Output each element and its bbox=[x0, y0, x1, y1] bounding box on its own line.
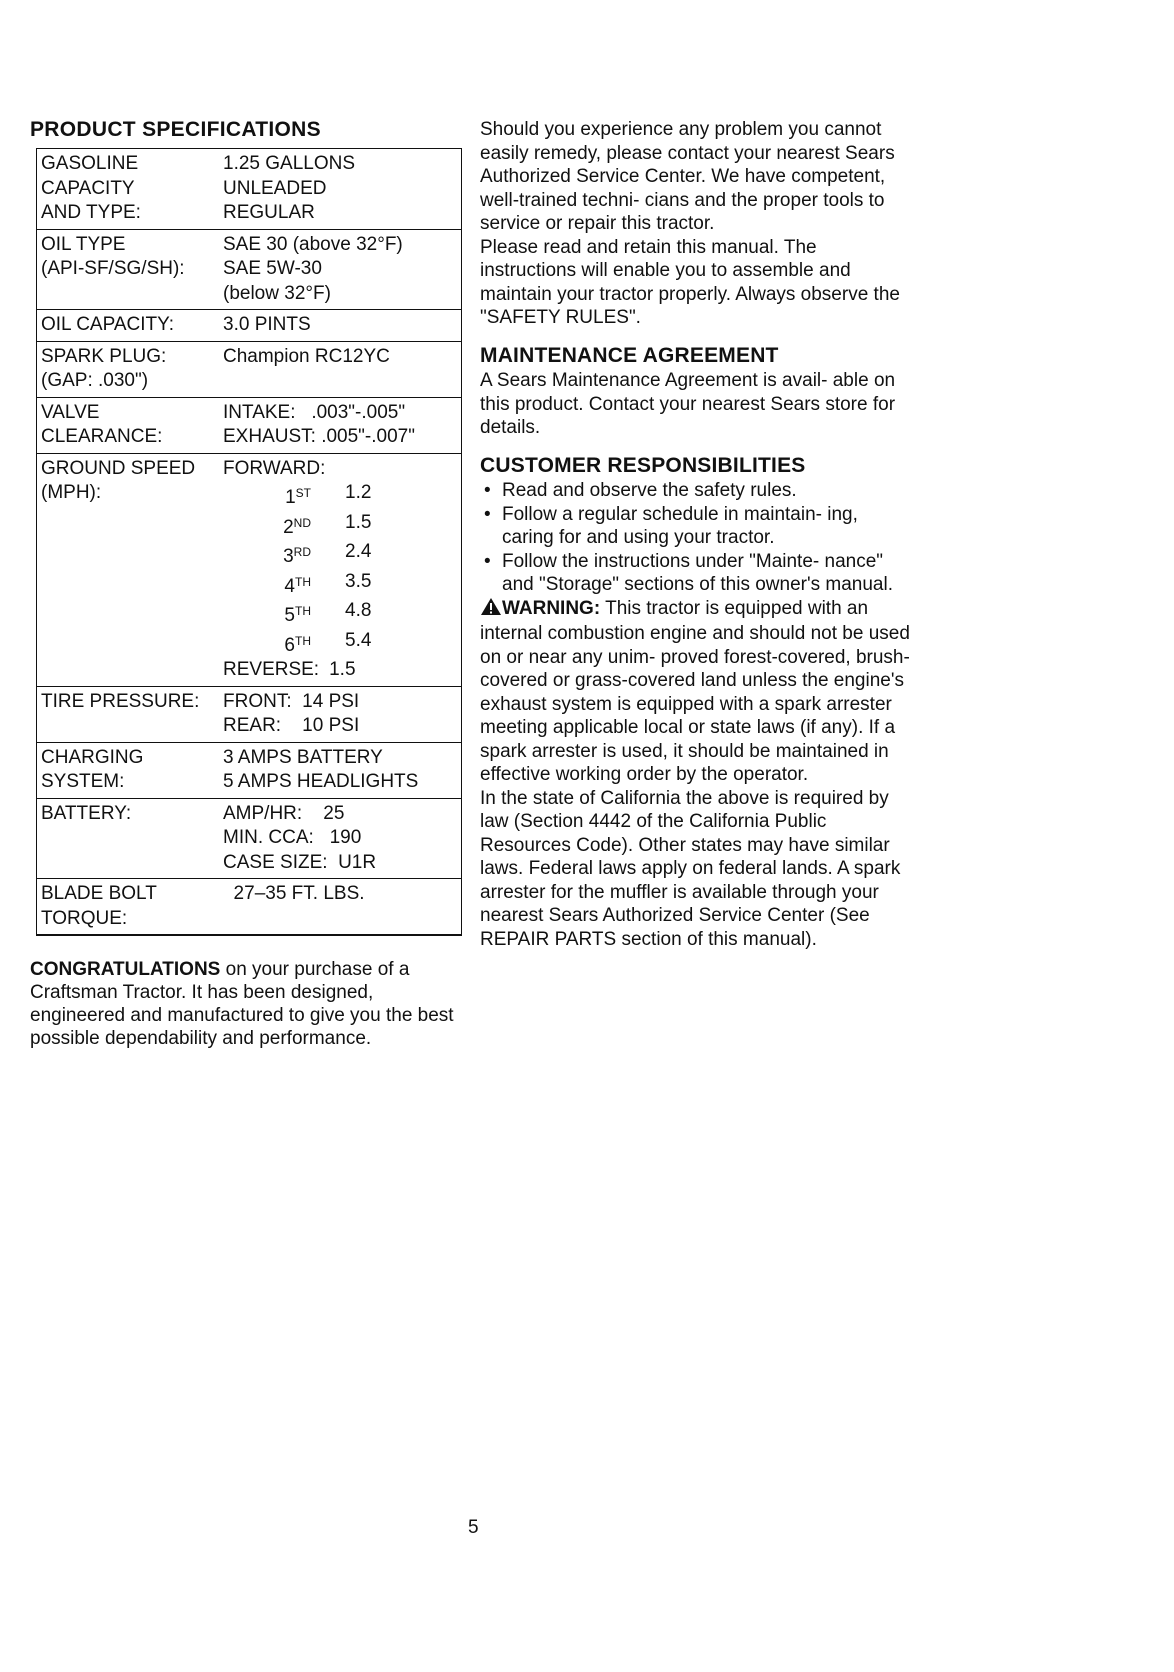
gear-name: 5TH bbox=[284, 604, 311, 626]
table-row bbox=[37, 687, 461, 743]
list-item: • Follow a regular schedule in maintain- ing, caring for and using your tractor. bbox=[484, 503, 858, 548]
table-row bbox=[37, 879, 461, 934]
gear-speed: 2.4 bbox=[345, 541, 372, 562]
spec-value: 1.25 GALLONS UNLEADED REGULAR bbox=[223, 153, 356, 223]
responsibilities-list bbox=[480, 479, 910, 597]
table-row bbox=[37, 230, 461, 311]
gear-name: 2ND bbox=[283, 515, 311, 538]
right-column bbox=[480, 118, 910, 951]
warning-label: WARNING: bbox=[502, 597, 601, 619]
gear-line bbox=[223, 540, 461, 570]
california-text: In the state of California the above is required by law (Section 4442 of the California Public Resources Code). Other states may have similar laws. Federal laws apply on federal lands. A spark arrester for the muffler is available through your nearest Sears Authorized Service Center (See REPAIR PARTS section of this manual). bbox=[480, 787, 901, 950]
spec-label: OIL TYPE (API-SF/SG/SH): bbox=[41, 233, 185, 279]
gear-line bbox=[223, 629, 461, 659]
spec-label: BATTERY: bbox=[41, 802, 132, 824]
left-column bbox=[30, 118, 460, 1050]
reverse-line: REVERSE: 1.5 bbox=[223, 659, 356, 680]
spec-value: 27–35 FT. LBS. bbox=[223, 883, 365, 904]
spec-value: Champion RC12YC bbox=[223, 345, 390, 367]
responsibilities-heading: CUSTOMER RESPONSIBILITIES bbox=[480, 453, 806, 477]
spec-label: TIRE PRESSURE: bbox=[41, 690, 200, 712]
warning-text: This tractor is equipped with an internal combustion engine and should not be used on or near any unim- proved forest-covered, brush-covered or grass-covered land unless the engine's exhaust system is equipped with a spark arrester meeting applicable local or state laws (if any). If a spark arrester is used, it should be maintained in effective working order by the operator. bbox=[480, 597, 910, 785]
warning-paragraph bbox=[480, 597, 910, 787]
list-item: • Read and observe the safety rules. bbox=[484, 480, 797, 501]
spec-value: 3 AMPS BATTERY 5 AMPS HEADLIGHTS bbox=[223, 746, 419, 792]
gear-name: 4TH bbox=[284, 574, 311, 597]
spec-value: INTAKE: .003"-.005" EXHAUST: .005"-.007" bbox=[223, 401, 415, 447]
maintenance-text: A Sears Maintenance Agreement is avail- able on this product. Contact your nearest Sears store for details. bbox=[480, 370, 896, 438]
spec-value: AMP/HR: 25 MIN. CCA: 190 CASE SIZE: U1R bbox=[223, 802, 377, 873]
table-row bbox=[37, 342, 461, 398]
ground-speed-row bbox=[37, 454, 461, 687]
congratulations-bold: CONGRATULATIONS bbox=[30, 959, 221, 980]
spec-label: CHARGING SYSTEM: bbox=[41, 746, 144, 792]
gear-speed: 3.5 bbox=[345, 570, 372, 592]
table-row bbox=[37, 310, 461, 342]
gear-name: 3RD bbox=[283, 545, 311, 567]
spec-label: BLADE BOLT TORQUE: bbox=[41, 883, 157, 929]
list-item: • Follow the instructions under "Mainte- nance" and "Storage" sections of this owner's manual. bbox=[484, 550, 893, 595]
gear-line bbox=[223, 481, 461, 511]
table-row bbox=[37, 149, 461, 230]
page-number: 5 bbox=[468, 1517, 479, 1538]
spec-label: OIL CAPACITY: bbox=[41, 314, 175, 335]
gear-line bbox=[223, 511, 461, 541]
gear-speed: 1.5 bbox=[345, 511, 372, 533]
table-row bbox=[37, 398, 461, 454]
gear-speed: 4.8 bbox=[345, 600, 372, 621]
congratulations-paragraph bbox=[30, 958, 460, 1050]
warning-triangle-icon bbox=[480, 597, 502, 623]
spec-label: SPARK PLUG: (GAP: .030") bbox=[41, 345, 167, 391]
gear-name: 6TH bbox=[284, 633, 311, 656]
retain-manual-text: Please read and retain this manual. The instructions will enable you to assemble and maintain your tractor properly. Always observe the "SAFETY RULES". bbox=[480, 236, 900, 328]
spec-value: 3.0 PINTS bbox=[223, 314, 311, 335]
table-row bbox=[37, 743, 461, 799]
maintenance-heading: MAINTENANCE AGREEMENT bbox=[480, 343, 779, 367]
gear-speed: 1.2 bbox=[345, 482, 372, 503]
spec-value: FRONT: 14 PSI REAR: 10 PSI bbox=[223, 690, 360, 736]
service-intro: Should you experience any problem you cannot easily remedy, please contact your nearest Sears Authorized Service Center. We have competent, well-trained techni- cians and the proper tools to service or repair this tractor. bbox=[480, 119, 895, 234]
gear-speed: 5.4 bbox=[345, 629, 372, 651]
spec-label: VALVE CLEARANCE: bbox=[41, 401, 163, 447]
ground-speed-label: GROUND SPEED (MPH): bbox=[41, 457, 196, 503]
gear-name: 1ST bbox=[285, 486, 311, 508]
ground-speed-values bbox=[223, 457, 461, 683]
table-row bbox=[37, 799, 461, 880]
forward-label: FORWARD: bbox=[223, 457, 326, 479]
gear-line bbox=[223, 570, 461, 600]
gear-line bbox=[223, 599, 461, 629]
specifications-table bbox=[36, 148, 462, 936]
spec-value: SAE 30 (above 32°F) SAE 5W-30 (below 32°F) bbox=[223, 233, 403, 304]
specifications-heading: PRODUCT SPECIFICATIONS bbox=[30, 118, 321, 141]
spec-label: GASOLINE CAPACITY AND TYPE: bbox=[41, 153, 141, 223]
congratulations-text: on your purchase of a Craftsman Tractor. It has been designed, engineered and manufactured to give you the best possible dependability and performance. bbox=[30, 959, 454, 1049]
